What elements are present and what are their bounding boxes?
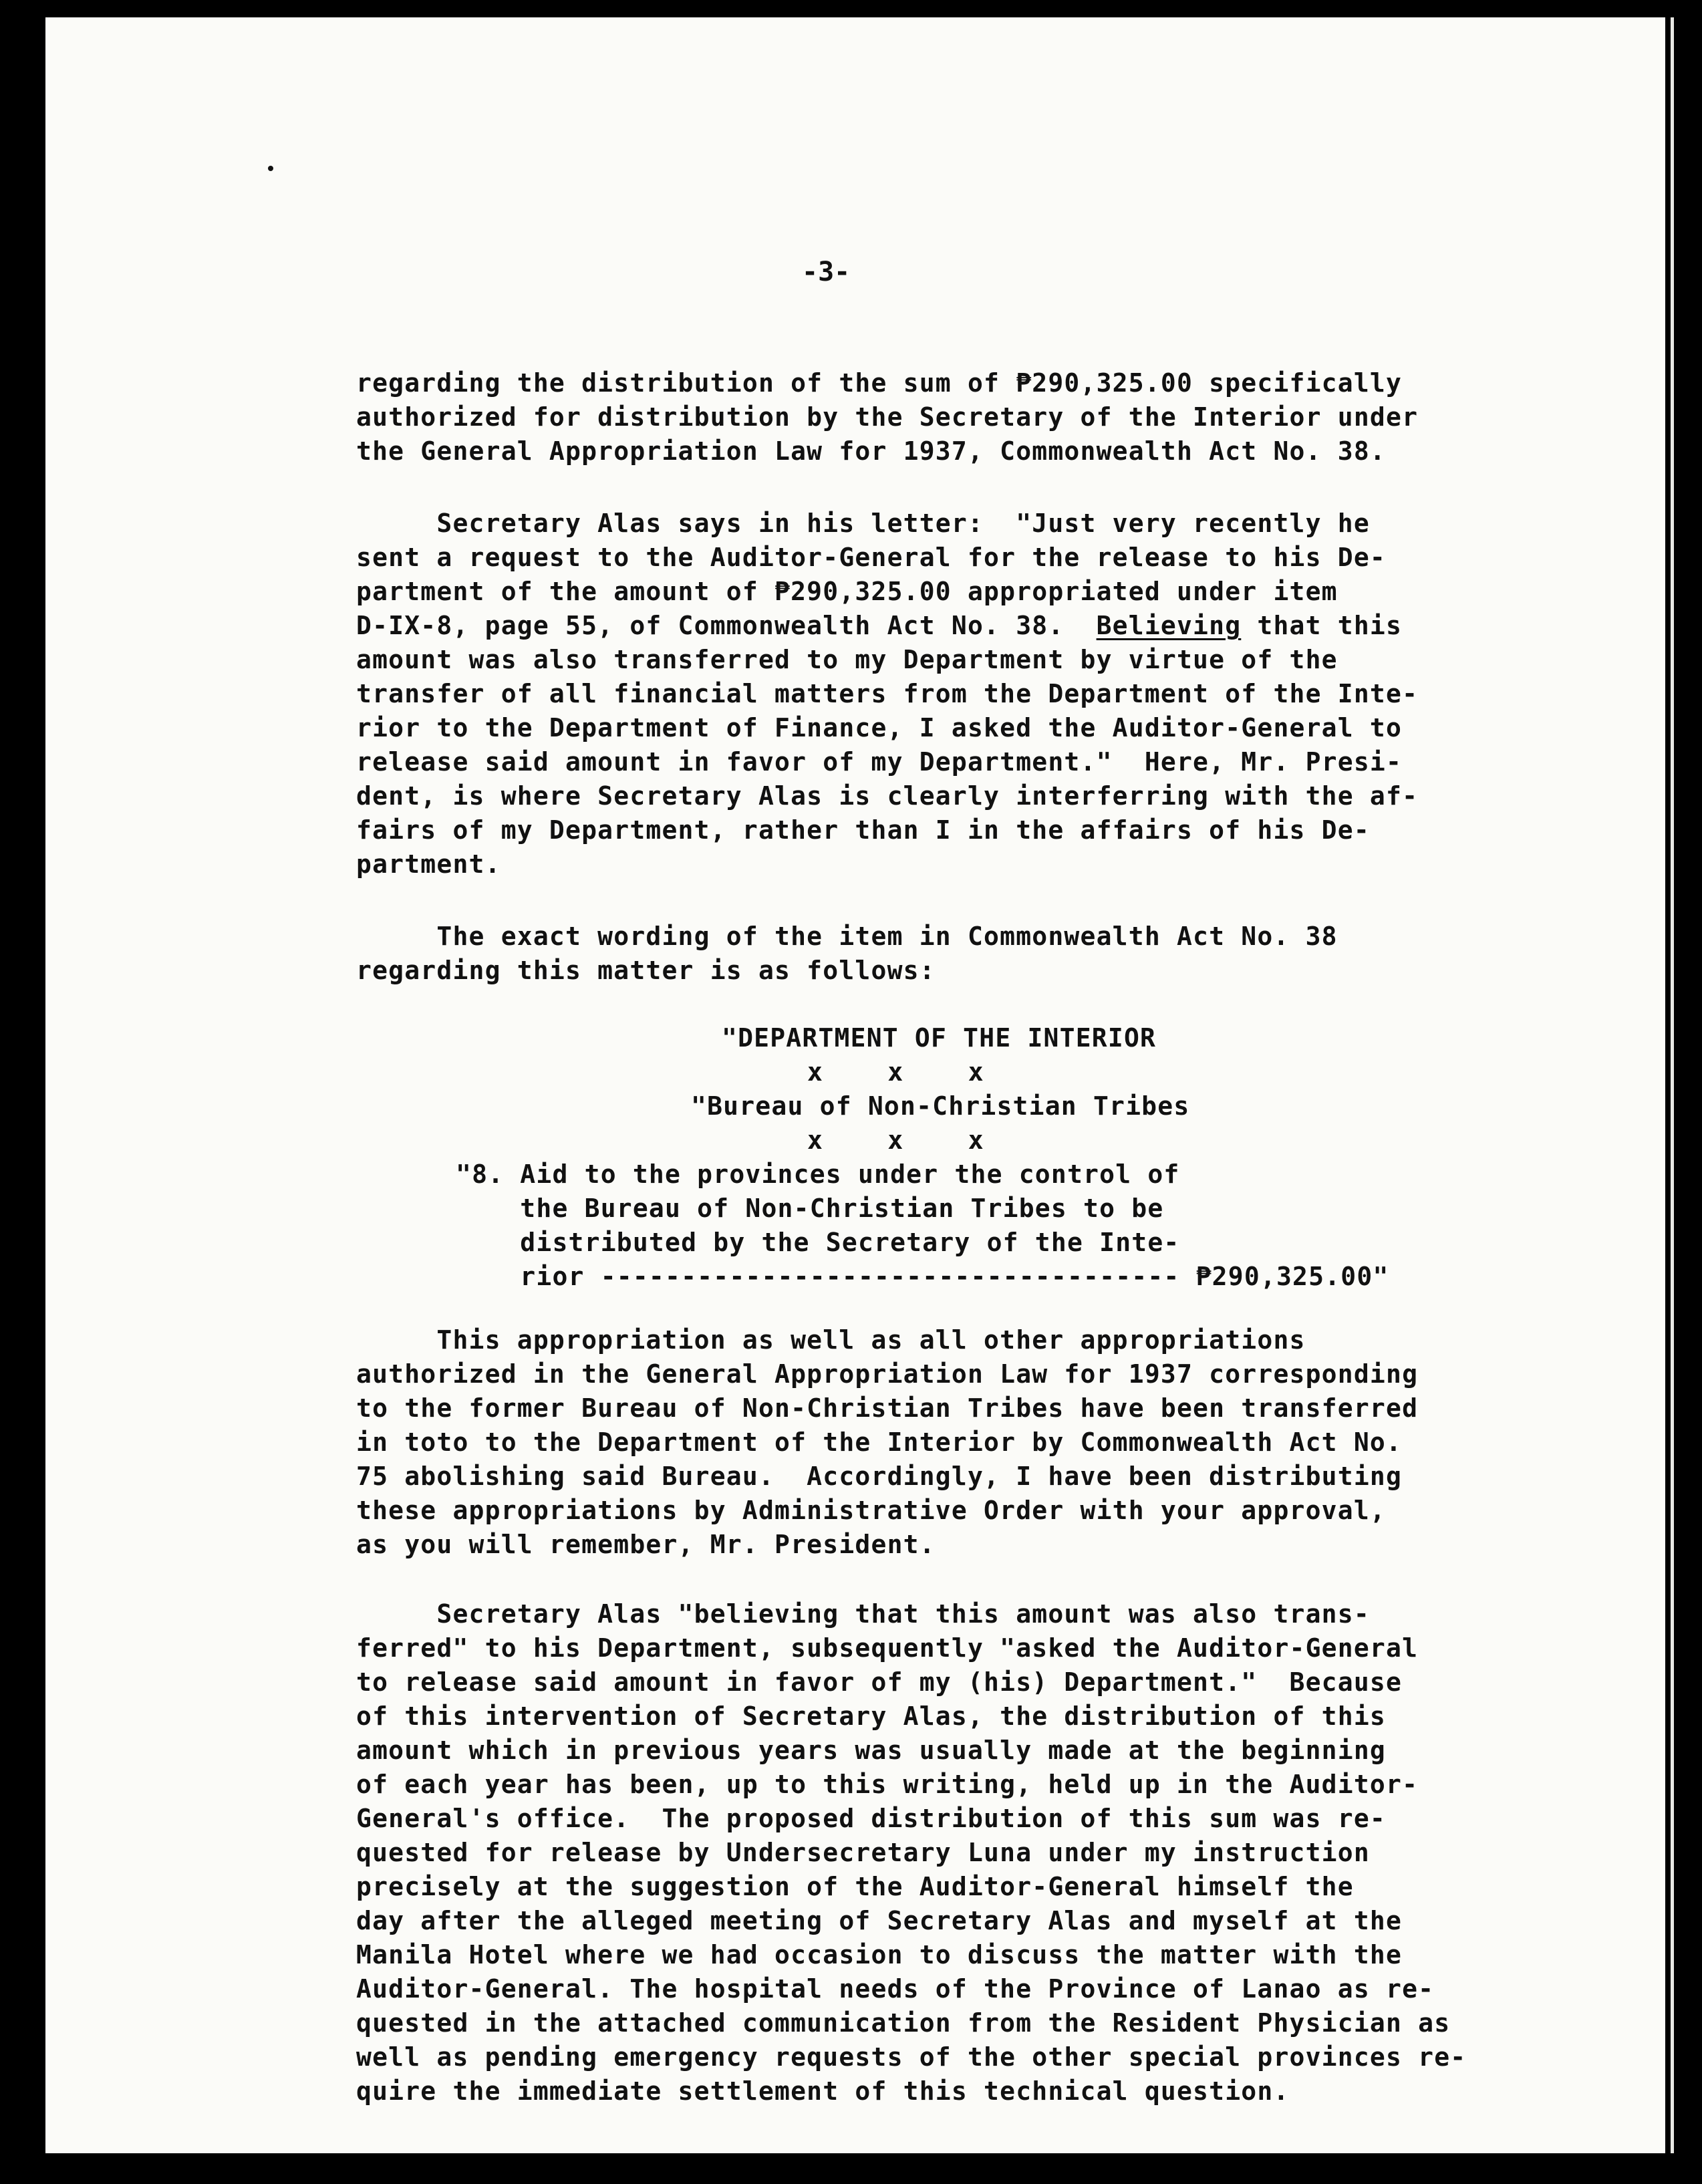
paragraph-5-line-4: of this intervention of Secretary Alas, the distribution of this — [356, 1701, 1386, 1731]
paragraph-4-line-7: as you will remember, Mr. President. — [356, 1530, 936, 1559]
paragraph-4-line-2: authorized in the General Appropriation Law for 1937 corresponding — [356, 1359, 1419, 1389]
paragraph-2-line-9: dent, is where Secretary Alas is clearly interferring with the af- — [356, 781, 1419, 811]
quote-heading: "DEPARTMENT OF THE INTERIOR — [722, 1023, 1157, 1053]
paragraph-4-line-3: to the former Bureau of Non-Christian Tribes have been transferred — [356, 1393, 1419, 1423]
quote-item-line-4: rior ------------------------------------ ₱290,325.00" — [456, 1262, 1389, 1291]
quote-separator-1: x x x — [807, 1057, 984, 1087]
paragraph-2-line-4-start: D-IX-8, page 55, of Commonwealth Act No. 38. — [356, 611, 1097, 640]
paragraph-5-line-6: of each year has been, up to this writing, held up in the Auditor- — [356, 1770, 1419, 1799]
ink-speck — [268, 166, 273, 171]
paragraph-5-line-1: Secretary Alas "believing that this amount was also trans- — [356, 1599, 1370, 1629]
quote-bureau: "Bureau of Non-Christian Tribes — [691, 1091, 1190, 1121]
paragraph-3-line-1: The exact wording of the item in Commonwealth Act No. 38 — [356, 922, 1338, 951]
paragraph-2-line-1: Secretary Alas says in his letter: "Just very recently he — [356, 509, 1370, 538]
paragraph-5-line-14: well as pending emergency requests of the other special provinces re- — [356, 2042, 1467, 2072]
paragraph-2-line-7: rior to the Department of Finance, I asked the Auditor-General to — [356, 713, 1403, 742]
page-number: -3- — [802, 257, 851, 287]
paragraph-2-line-4 — [356, 609, 1402, 643]
paragraph-5-line-8: quested for release by Undersecretary Luna under my instruction — [356, 1838, 1370, 1867]
paragraph-2-line-4-end: that this — [1241, 611, 1403, 640]
paragraph-5-line-12: Auditor-General. The hospital needs of the Province of Lanao as re- — [356, 1974, 1435, 2004]
quote-item-line-3: distributed by the Secretary of the Inte- — [456, 1228, 1180, 1257]
paragraph-2-line-6: transfer of all financial matters from the Department of the Inte- — [356, 679, 1419, 708]
paragraph-5-line-3: to release said amount in favor of my (his) Department." Because — [356, 1667, 1403, 1697]
paragraph-5-line-2: ferred" to his Department, subsequently "asked the Auditor-General — [356, 1633, 1419, 1663]
paragraph-5-line-10: day after the alleged meeting of Secretary Alas and myself at the — [356, 1906, 1403, 1935]
paragraph-2-line-10: fairs of my Department, rather than I in the affairs of his De- — [356, 815, 1370, 845]
paragraph-4-line-4: in toto to the Department of the Interior by Commonwealth Act No. — [356, 1427, 1403, 1457]
paragraph-5-line-7: General's office. The proposed distribution of this sum was re- — [356, 1804, 1386, 1833]
paragraph-5-line-15: quire the immediate settlement of this technical question. — [356, 2076, 1290, 2106]
quote-item-line-2: the Bureau of Non-Christian Tribes to be — [456, 1194, 1164, 1223]
quote-separator-2: x x x — [807, 1125, 984, 1155]
paragraph-5-line-5: amount which in previous years was usually made at the beginning — [356, 1736, 1386, 1765]
page-edge-shadow — [1671, 17, 1674, 2153]
paragraph-2-line-3: partment of the amount of ₱290,325.00 appropriated under item — [356, 577, 1338, 606]
paragraph-5-line-11: Manila Hotel where we had occasion to discuss the matter with the — [356, 1940, 1403, 1969]
paragraph-4-line-6: these appropriations by Administrative Order with your approval, — [356, 1496, 1386, 1525]
paragraph-1-line-3: the General Appropriation Law for 1937, Commonwealth Act No. 38. — [356, 436, 1386, 466]
paragraph-4-line-5: 75 abolishing said Bureau. Accordingly, I have been distributing — [356, 1462, 1403, 1491]
underlined-believing: Believing — [1096, 611, 1242, 640]
paragraph-1-line-1: regarding the distribution of the sum of ₱290,325.00 specifically — [356, 368, 1403, 398]
paragraph-3-line-2: regarding this matter is as follows: — [356, 956, 936, 985]
paragraph-1-line-2: authorized for distribution by the Secretary of the Interior under — [356, 402, 1419, 432]
paragraph-5-line-13: quested in the attached communication from the Resident Physician as — [356, 2008, 1451, 2038]
paragraph-5-line-9: precisely at the suggestion of the Auditor-General himself the — [356, 1872, 1354, 1901]
quote-item-line-1: "8. Aid to the provinces under the control of — [456, 1159, 1180, 1189]
paragraph-4-line-1: This appropriation as well as all other appropriations — [356, 1325, 1306, 1355]
paragraph-2-line-5: amount was also transferred to my Department by virtue of the — [356, 645, 1338, 674]
paragraph-2-line-2: sent a request to the Auditor-General for the release to his De- — [356, 543, 1386, 572]
paragraph-2-line-8: release said amount in favor of my Department." Here, Mr. Presi- — [356, 747, 1403, 777]
paragraph-2-line-11: partment. — [356, 849, 501, 879]
